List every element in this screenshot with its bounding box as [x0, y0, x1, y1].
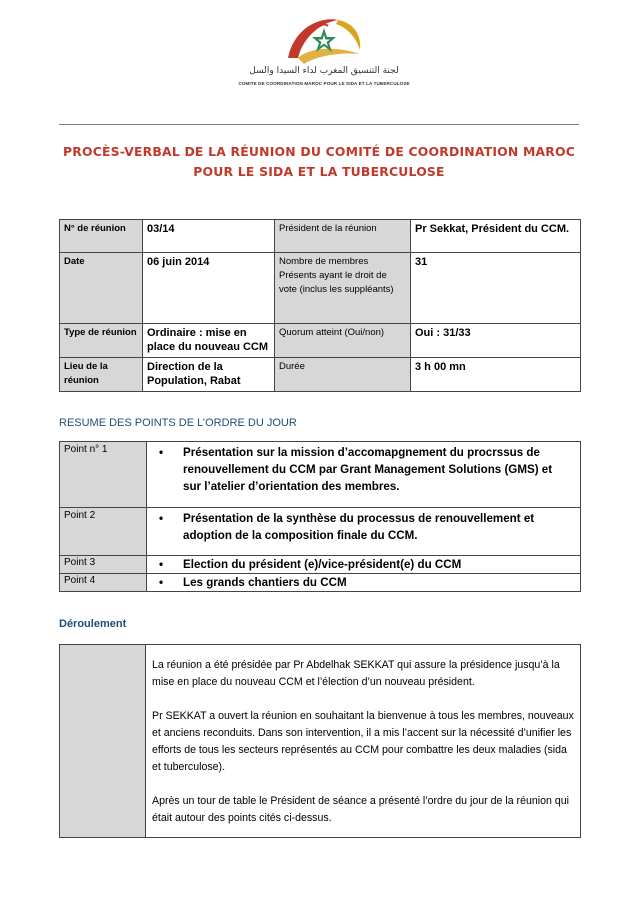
agenda-item	[159, 444, 572, 495]
agenda-item	[159, 556, 572, 573]
info-value: Pr Sekkat, Président du CCM.	[411, 220, 581, 253]
info-label: N° de réunion	[60, 220, 143, 253]
agenda-item	[159, 510, 572, 544]
agenda-point-cell	[147, 574, 581, 592]
info-value: 03/14	[143, 220, 275, 253]
agenda-point-label: Point 2	[60, 508, 147, 556]
bullet-icon: •	[159, 576, 164, 589]
bullet-icon: •	[159, 512, 164, 525]
meeting-info-table	[59, 219, 581, 392]
ccm-emblem-icon	[280, 14, 368, 66]
table-row	[60, 253, 581, 324]
bullet-icon: •	[159, 446, 164, 459]
title-line-1: PROCÈS-VERBAL DE LA RÉUNION DU COMITÉ DE COORDINATION MAROC	[62, 144, 576, 159]
table-row	[60, 556, 581, 574]
deroulement-table	[59, 644, 581, 838]
deroulement-side-cell	[60, 645, 146, 838]
table-row	[60, 220, 581, 253]
agenda-point-cell	[147, 442, 581, 508]
deroulement-paragraph: La réunion a été présidée par Pr Abdelhak SEKKAT qui assure la présidence jusqu’à la mise en place du nouveau CCM et l’élection d’un nouveau président.	[152, 659, 560, 688]
title-line-2: POUR LE SIDA ET LA TUBERCULOSE	[193, 164, 445, 179]
info-value: 31	[411, 253, 581, 324]
logo-french-text: COMITE DE COORDINATION MAROC POUR LE SIDA ET LA TUBERCULOSE	[238, 81, 410, 86]
table-row	[60, 324, 581, 358]
table-row	[60, 645, 581, 838]
info-value: Direction de la Population, Rabat	[143, 358, 275, 392]
table-row	[60, 358, 581, 392]
info-label: Quorum atteint (Oui/non)	[275, 324, 411, 358]
agenda-point-label: Point 4	[60, 574, 147, 592]
table-row	[60, 574, 581, 592]
agenda-point-text: Election du président (e)/vice-président(e) du CCM	[183, 558, 462, 571]
info-value: 3 h 00 mn	[411, 358, 581, 392]
ccm-logo	[232, 14, 416, 100]
agenda-point-text: Présentation de la synthèse du processus de renouvellement et adoption de la composition finale du CCM.	[183, 512, 535, 542]
info-label: Président de la réunion	[275, 220, 411, 253]
agenda-point-label: Point 3	[60, 556, 147, 574]
deroulement-heading: Déroulement	[59, 618, 127, 630]
info-value: Oui : 31/33	[411, 324, 581, 358]
deroulement-paragraph: Pr SEKKAT a ouvert la réunion en souhaitant la bienvenue à tous les membres, nouveaux et anciens reconduits. Dans son intervention, il a mis l’accent sur la nécessité d’unifier les efforts de tous les secteurs représentés au CCM pour combattre les deux maladies (sida et tuberculose).	[152, 710, 574, 773]
agenda-point-cell	[147, 556, 581, 574]
logo-arabic-text: لجنة التنسيق المغرب لداء السيدا والسل	[249, 66, 399, 76]
agenda-point-cell	[147, 508, 581, 556]
info-label: Durée	[275, 358, 411, 392]
info-label: Nombre de membres Présents ayant le droit de vote (inclus les suppléants)	[275, 253, 411, 324]
header-divider	[59, 124, 579, 125]
info-label: Type de réunion	[60, 324, 143, 358]
info-value: Ordinaire : mise en place du nouveau CCM	[143, 324, 275, 358]
info-value: 06 juin 2014	[143, 253, 275, 324]
agenda-table	[59, 441, 581, 592]
info-label: Lieu de la réunion	[60, 358, 143, 392]
bullet-icon: •	[159, 558, 164, 571]
agenda-item	[159, 574, 572, 591]
agenda-heading: RESUME DES POINTS DE L’ORDRE DU JOUR	[59, 417, 297, 429]
agenda-point-text: Les grands chantiers du CCM	[183, 576, 347, 589]
deroulement-paragraph: Après un tour de table le Président de séance a présenté l’ordre du jour de la réunion qui était autour des points cités ci-dessus.	[152, 795, 569, 824]
agenda-point-label: Point n° 1	[60, 442, 147, 508]
deroulement-body	[146, 645, 581, 838]
table-row	[60, 442, 581, 508]
info-label: Date	[60, 253, 143, 324]
table-row	[60, 508, 581, 556]
document-title	[59, 142, 579, 182]
agenda-point-text: Présentation sur la mission d’accomapgnement du procrssus de renouvellement du CCM par Grant Management Solutions (GMS) et sur l’atelier d’orientation des membres.	[183, 446, 553, 493]
